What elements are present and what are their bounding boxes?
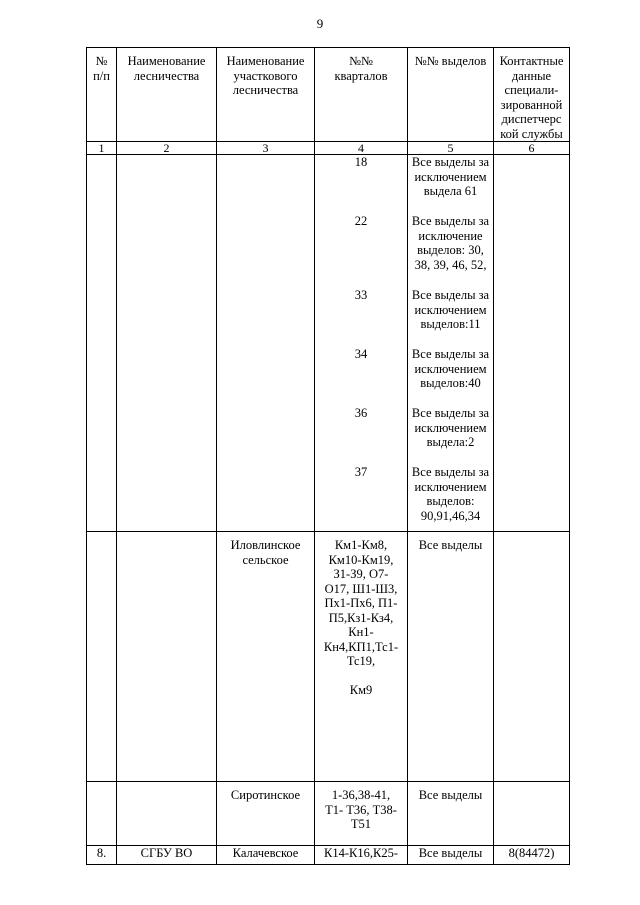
num-cell xyxy=(87,532,117,782)
quarters-cell xyxy=(315,155,408,532)
col-number: 6 xyxy=(494,142,570,155)
district-cell: Сиротинское xyxy=(217,782,315,846)
header-forestry: Наименование лесничества xyxy=(117,48,217,142)
col-number: 2 xyxy=(117,142,217,155)
page-number: 9 xyxy=(316,16,324,31)
allotment-text: Все выделы за исключением выделов:11 xyxy=(411,288,490,331)
table-row xyxy=(87,782,570,846)
quarter-extra: Км9 xyxy=(349,682,373,697)
forestry-cell xyxy=(117,155,217,532)
num-cell xyxy=(87,782,117,846)
district-cell xyxy=(217,155,315,532)
header-contacts: Контактные данные специали- зированной диспетчерс кой службы xyxy=(494,48,570,142)
quarter-number: 34 xyxy=(354,347,368,361)
header-num: № п/п xyxy=(87,48,117,142)
header-quarters: №№ кварталов xyxy=(315,48,408,142)
contact-cell: 8(84472) xyxy=(494,846,570,865)
quarter-number: 18 xyxy=(354,155,368,169)
col-number: 4 xyxy=(315,142,408,155)
allotments-cell: Все выделы xyxy=(408,846,494,865)
col-number: 1 xyxy=(87,142,117,155)
contact-cell xyxy=(494,155,570,532)
quarter-number: 37 xyxy=(354,465,368,479)
district-cell: Калачевское xyxy=(217,846,315,865)
forestry-table xyxy=(86,47,570,865)
allotment-text: Все выделы за исключением выдела:2 xyxy=(411,406,490,449)
num-cell xyxy=(87,155,117,532)
col-number: 5 xyxy=(408,142,494,155)
contact-cell xyxy=(494,532,570,782)
quarter-number: 33 xyxy=(354,288,368,302)
num-cell: 8. xyxy=(87,846,117,865)
allotment-text: Все выделы за исключением выделов: 90,91,46,34 xyxy=(411,465,490,523)
allotments-cell xyxy=(408,155,494,532)
allotments-cell: Все выделы xyxy=(408,782,494,846)
table-row xyxy=(87,155,570,532)
column-number-row xyxy=(87,142,570,155)
table-row xyxy=(87,532,570,782)
quarter-number: 36 xyxy=(354,406,368,420)
contact-cell xyxy=(494,782,570,846)
forestry-cell: СГБУ ВО xyxy=(117,846,217,865)
header-district: Наименование участкового лесничества xyxy=(217,48,315,142)
allotments-cell: Все выделы xyxy=(408,532,494,782)
allotment-text: Все выделы за исключением выдела 61 xyxy=(411,155,490,198)
quarters-cell: К14-К16,К25- xyxy=(315,846,408,865)
quarter-list: Км1-Км8, Км10-Км19, З1-З9, О7- О17, Ш1-Ш3, Пх1-Пх6, П1- П5,Кз1-Кз4, Кн1- Кн4,КП1,Тс1- Тс19, xyxy=(323,538,399,668)
forestry-cell xyxy=(117,532,217,782)
table-header-row xyxy=(87,48,570,142)
col-number: 3 xyxy=(217,142,315,155)
allotment-text: Все выделы за исключением выделов:40 xyxy=(411,347,490,390)
forestry-cell xyxy=(117,782,217,846)
table-row xyxy=(87,846,570,865)
header-allotments: №№ выделов xyxy=(408,48,494,142)
district-cell: Иловлинское сельское xyxy=(217,532,315,782)
quarter-number: 22 xyxy=(354,214,368,228)
quarters-cell: 1-36,38-41, Т1- Т36, Т38- Т51 xyxy=(315,782,408,846)
allotment-text: Все выделы за исключение выделов: 30, 38, 39, 46, 52, xyxy=(411,214,490,272)
quarters-cell xyxy=(315,532,408,782)
